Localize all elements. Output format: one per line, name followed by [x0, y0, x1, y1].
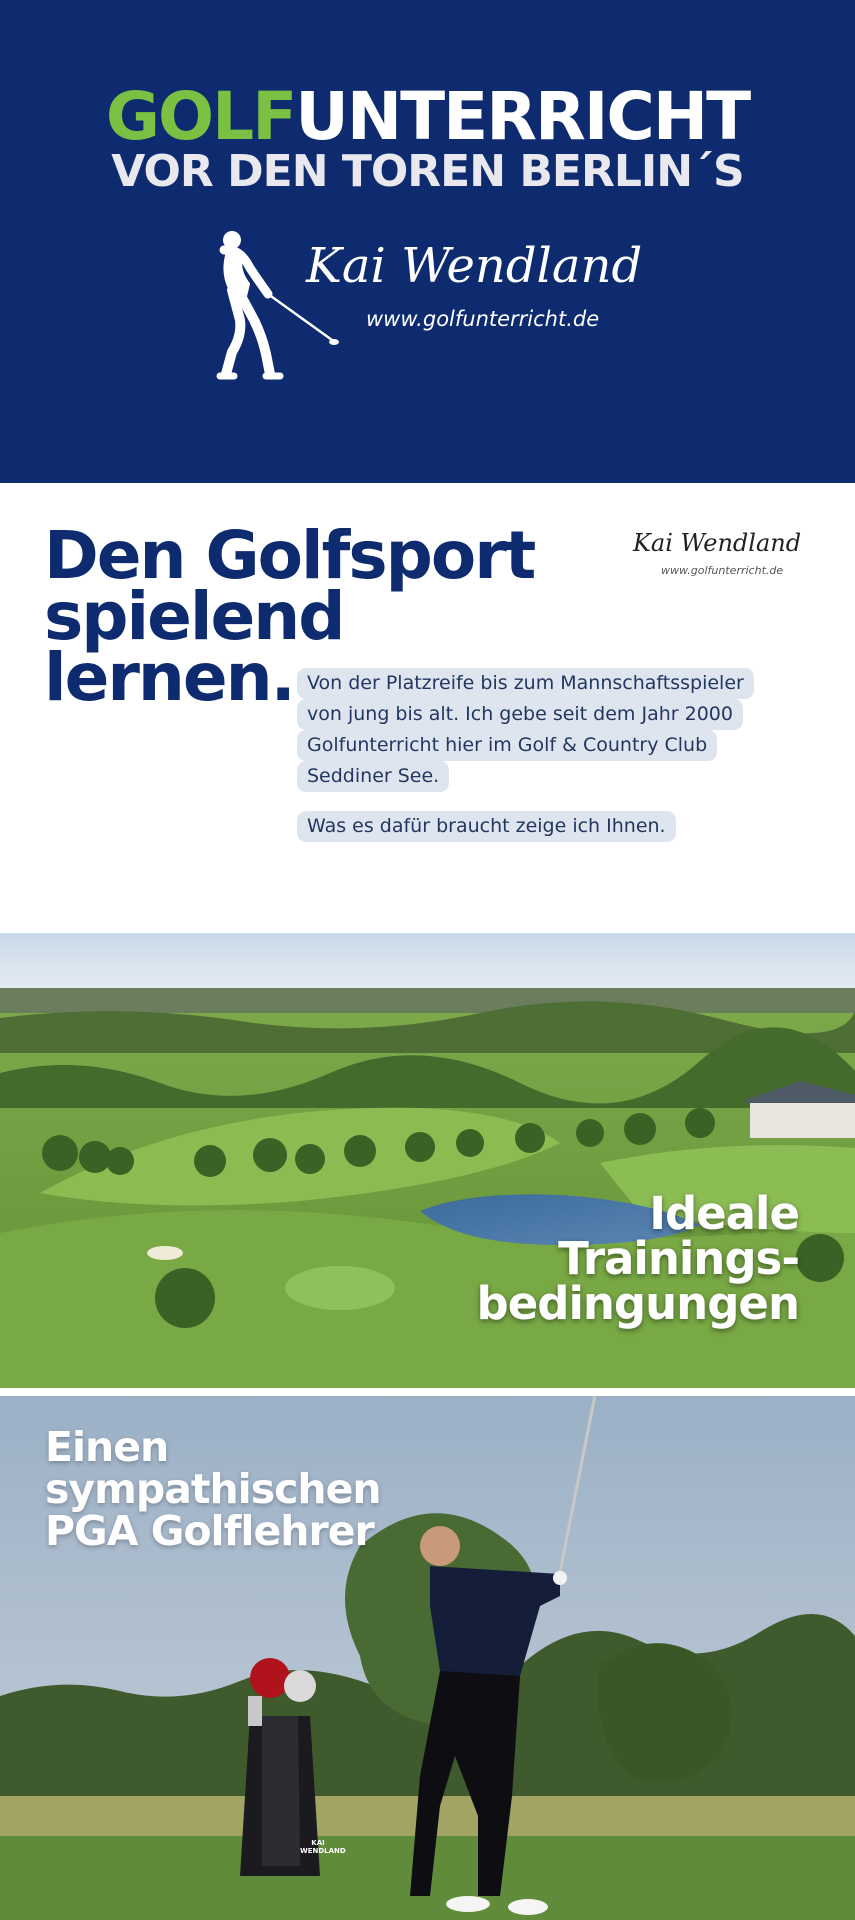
headline-line: spielend [44, 578, 344, 655]
headline-line: lernen. [44, 639, 294, 716]
headline-line: Den Golfsport [44, 517, 535, 594]
golf-course-photo [0, 933, 855, 1388]
logo-url: www.golfunterricht.de [366, 307, 600, 331]
brand-title-golf: GOLF [105, 78, 296, 155]
course-caption [476, 1187, 799, 1330]
intro-logo-name: Kai Wendland [633, 529, 802, 557]
caption-line: bedingungen [476, 1277, 799, 1330]
header-banner [0, 0, 855, 483]
intro-closing [297, 811, 817, 851]
caption-line: Einen [45, 1423, 169, 1471]
golf-pro-photo [0, 1396, 855, 1920]
logo-name: Kai Wendland [306, 238, 643, 294]
brand-title [0, 78, 855, 155]
caption-line: PGA Golflehrer [45, 1507, 374, 1555]
brand-title-unterricht: UNTERRICHT [295, 78, 750, 155]
intro-paragraph [297, 668, 817, 808]
caption-line: sympathischen [45, 1465, 381, 1513]
intro-section [0, 483, 855, 933]
section-divider [0, 1388, 855, 1396]
pro-caption [45, 1423, 381, 1555]
bag-label: KAI WENDLAND [300, 1839, 346, 1855]
paragraph-line: Golfunterricht hier im Golf & Country Club [297, 730, 717, 761]
brand-subtitle: VOR DEN TOREN BERLIN´S [111, 146, 744, 197]
caption-line: Ideale [649, 1187, 799, 1240]
caption-line: Trainings- [558, 1232, 799, 1285]
closing-line: Was es dafür braucht zeige ich Ihnen. [297, 811, 676, 842]
paragraph-line: Seddiner See. [297, 761, 449, 792]
intro-logo-url: www.golfunterricht.de [661, 564, 784, 577]
paragraph-line: von jung bis alt. Ich gebe seit dem Jahr 2000 [297, 699, 743, 730]
paragraph-line: Von der Platzreife bis zum Mannschaftsspieler [297, 668, 754, 699]
